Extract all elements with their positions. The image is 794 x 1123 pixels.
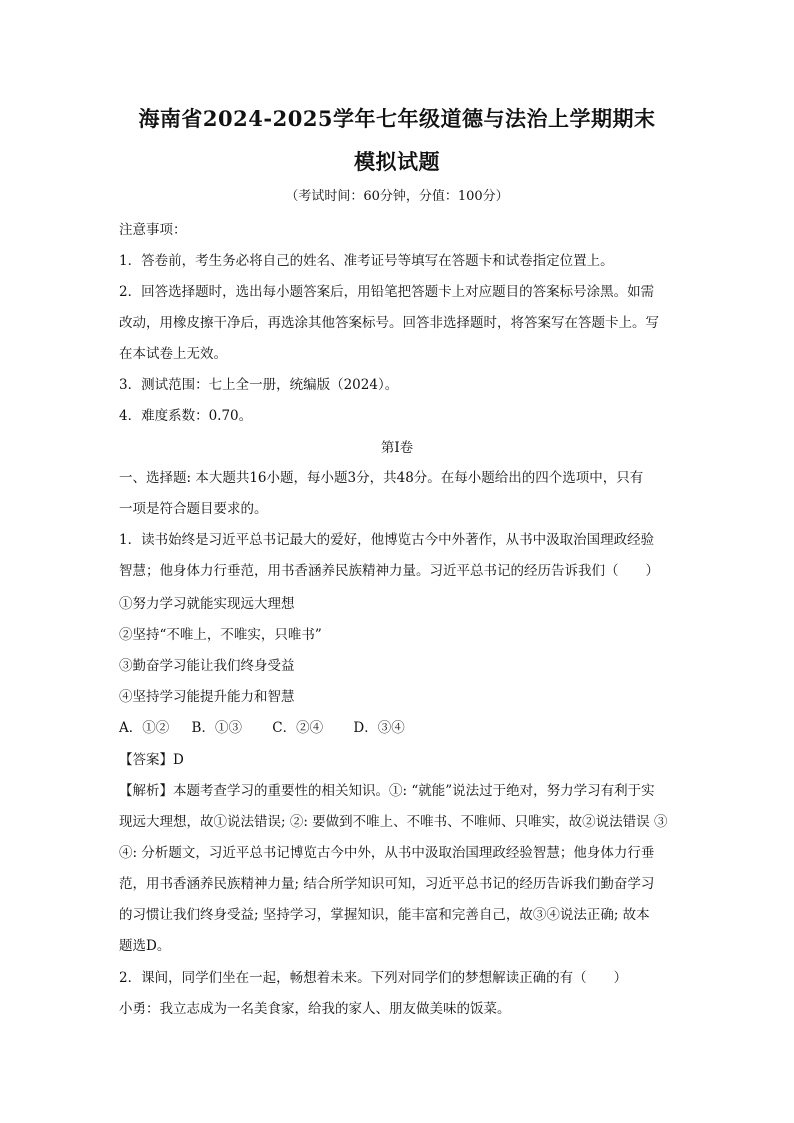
answer-options <box>119 716 679 736</box>
analysis-line: 范，用书香涵养民族精神力量; 结合所学知识可知，习近平总书记的经历告诉我们勤奋学习 <box>119 876 655 892</box>
note-line: 1．答卷前，考生务必将自己的姓名、准考证号等填写在答题卡和试卷指定位置上。 <box>119 253 614 269</box>
question-stem: 1．读书始终是习近平总书记最大的爱好，他博览古今中外著作，从书中汲取治国理政经验 <box>119 532 655 548</box>
question-item: ①努力学习就能实现远大理想 <box>119 596 295 612</box>
section-intro: 一、选择题: 本大题共16小题，每小题3分，共48分。在每小题给出的四个选项中，只有 <box>119 470 644 486</box>
exam-info: （考试时间：60分钟，分值：100分） <box>285 189 509 204</box>
question-item: ②坚持“不唯上，不唯实，只唯书” <box>119 627 322 643</box>
page-title-line2: 模拟试题 <box>354 149 440 174</box>
question-stem: 智慧；他身体力行垂范，用书香涵养民族精神力量。习近平总书记的经历告诉我们（ ） <box>119 563 659 579</box>
note-line: 改动，用橡皮擦干净后，再选涂其他答案标号。回答非选择题时，将答案写在答题卡上。写 <box>119 315 659 331</box>
page-title: 海南省2024-2025学年七年级道德与法治上学期期末 <box>138 106 656 131</box>
option-c: C．②④ <box>272 720 324 736</box>
note-line: 4．难度系数：0.70。 <box>119 408 253 424</box>
analysis-line: 的习惯让我们终身受益; 坚持学习，掌握知识，能丰富和完善自己，故③④说法正确; 故本 <box>119 907 650 923</box>
analysis-line: 题选D。 <box>119 938 171 954</box>
note-line: 在本试卷上无效。 <box>119 346 227 362</box>
note-line: 3．测试范围：七上全一册，统编版（2024）。 <box>119 377 399 393</box>
notes-heading: 注意事项： <box>119 222 187 238</box>
option-d: D．③④ <box>353 720 405 736</box>
question-item: 小勇：我立志成为一名美食家，给我的家人、朋友做美味的饭菜。 <box>119 1001 511 1017</box>
question-item: ③勤奋学习能让我们终身受益 <box>119 658 295 674</box>
option-a: A．①② <box>119 720 170 736</box>
question-item: ④坚持学习能提升能力和智慧 <box>119 689 295 705</box>
section-title: 第Ⅰ卷 <box>380 440 414 456</box>
answer-label: 【答案】D <box>119 752 184 768</box>
option-b: B．①③ <box>191 720 242 736</box>
analysis-line: ④: 分析题文，习近平总书记博览古今中外，从书中汲取治国理政经验智慧；他身体力行垂 <box>119 845 655 861</box>
section-intro: 一项是符合题目要求的。 <box>119 501 268 517</box>
analysis-line: 现远大理想，故①说法错误; ②: 要做到不唯上、不唯书、不唯师、只唯实，故②说法错误 ③ <box>119 814 668 830</box>
note-line: 2．回答选择题时，选出每小题答案后，用铅笔把答题卡上对应题目的答案标号涂黑。如需 <box>119 284 655 300</box>
analysis-line: 【解析】本题考查学习的重要性的相关知识。①: “就能”说法过于绝对，努力学习有利于实 <box>119 783 655 799</box>
question-stem: 2．课间，同学们坐在一起，畅想着未来。下列对同学们的梦想解读正确的有（ ） <box>119 970 628 986</box>
